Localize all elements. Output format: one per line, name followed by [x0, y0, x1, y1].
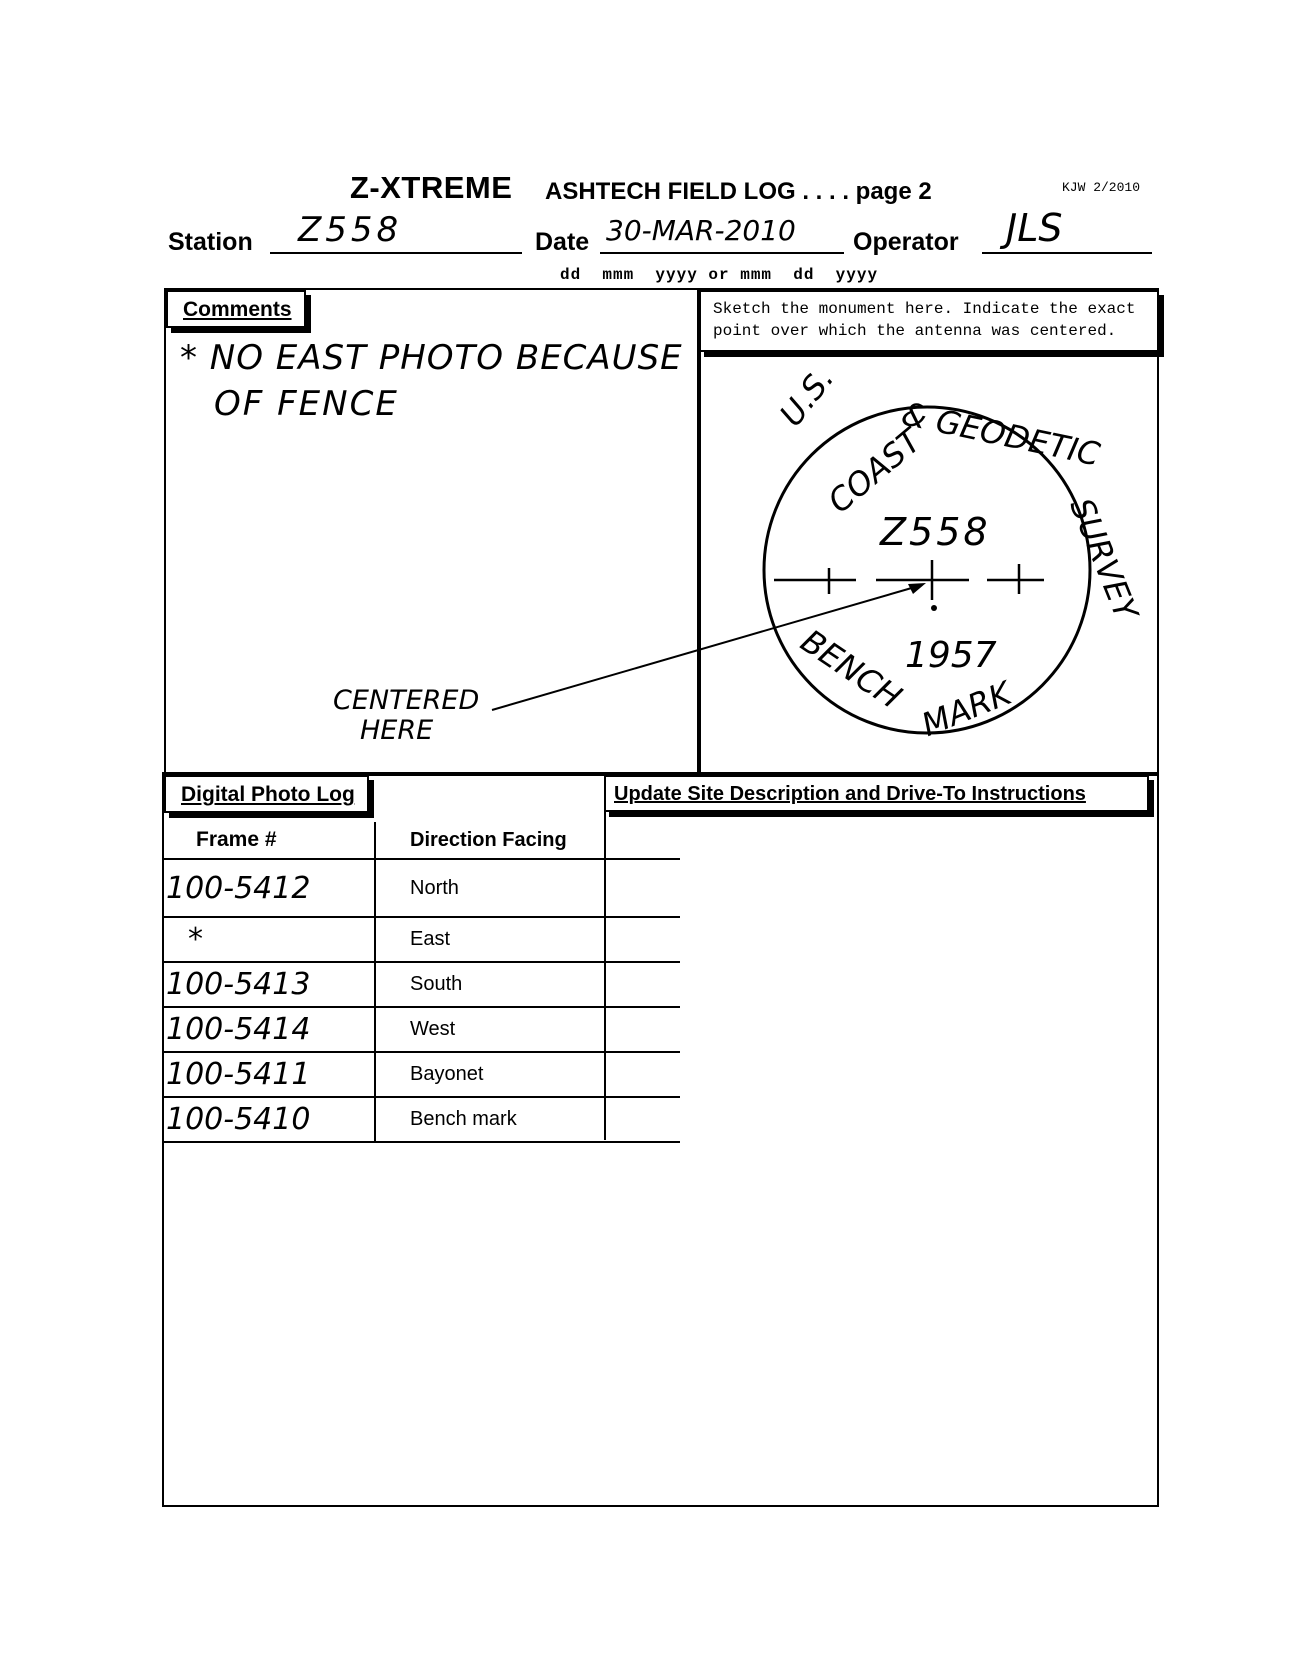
direction-cell: West: [375, 1007, 680, 1052]
col-frame-header: Frame #: [164, 822, 375, 859]
disk-text-geodetic: & GEODETIC: [898, 394, 1104, 474]
col-direction-header: Direction Facing: [375, 822, 680, 859]
table-row[interactable]: [164, 962, 680, 1007]
frame-cell[interactable]: 100-5410: [164, 1097, 375, 1142]
date-label: Date: [535, 228, 590, 256]
disk-text-bench: BENCH: [793, 621, 909, 717]
update-description-area[interactable]: [606, 820, 1153, 1140]
disk-text-mark: MARK: [916, 674, 1017, 744]
update-description-label: Update Site Description and Drive-To Instructions: [604, 775, 1149, 812]
station-field[interactable]: [270, 210, 522, 254]
pointer-arrow-head: [908, 583, 926, 594]
centered-here-line-2: HERE: [360, 715, 434, 746]
operator-value: JLS: [1006, 206, 1063, 250]
operator-label: Operator: [853, 228, 959, 256]
date-value: 30-MAR-2010: [606, 214, 796, 247]
disk-year: 1957: [905, 635, 997, 676]
form-revision: KJW 2/2010: [1062, 180, 1141, 195]
frame-cell[interactable]: 100-5412: [164, 859, 375, 917]
direction-cell: North: [375, 859, 680, 917]
date-format-text: dd mmm yyyy or mmm dd yyyy: [560, 266, 879, 284]
station-value: Z558: [298, 210, 403, 250]
date-format-hint: [560, 266, 878, 284]
direction-cell: Bench mark: [375, 1097, 680, 1142]
photo-log-table: [164, 822, 680, 1143]
operator-field[interactable]: [982, 206, 1152, 254]
direction-cell: East: [375, 917, 680, 962]
form-subtitle: ASHTECH FIELD LOG . . . . page 2: [545, 178, 932, 205]
table-row[interactable]: [164, 1052, 680, 1097]
frame-cell[interactable]: 100-5411: [164, 1052, 375, 1097]
date-field[interactable]: [600, 214, 844, 254]
table-row[interactable]: [164, 917, 680, 962]
photo-log-label: Digital Photo Log: [164, 775, 369, 813]
disk-text-coast: COAST: [820, 421, 929, 521]
frame-cell[interactable]: *: [164, 917, 375, 962]
frame-cell[interactable]: 100-5414: [164, 1007, 375, 1052]
frame-cell[interactable]: 100-5413: [164, 962, 375, 1007]
disk-text-us: U.S.: [772, 359, 842, 434]
direction-cell: South: [375, 962, 680, 1007]
form-title: Z-XTREME: [350, 170, 513, 205]
center-dot: [931, 605, 937, 611]
comments-line-1: * NO EAST PHOTO BECAUSE: [180, 338, 683, 378]
disk-text-survey: SURVEY: [1062, 492, 1146, 626]
sketch-instructions: Sketch the monument here. Indicate the exact point over which the antenna was centered.: [699, 290, 1159, 352]
disk-station: Z558: [880, 510, 991, 554]
comments-label: Comments: [166, 290, 306, 328]
table-row[interactable]: [164, 1097, 680, 1142]
station-label: Station: [168, 228, 253, 256]
direction-cell: Bayonet: [375, 1052, 680, 1097]
comments-line-2: OF FENCE: [214, 384, 399, 424]
table-row[interactable]: [164, 1007, 680, 1052]
table-row[interactable]: [164, 859, 680, 917]
centered-here-line-1: CENTERED: [333, 685, 480, 716]
